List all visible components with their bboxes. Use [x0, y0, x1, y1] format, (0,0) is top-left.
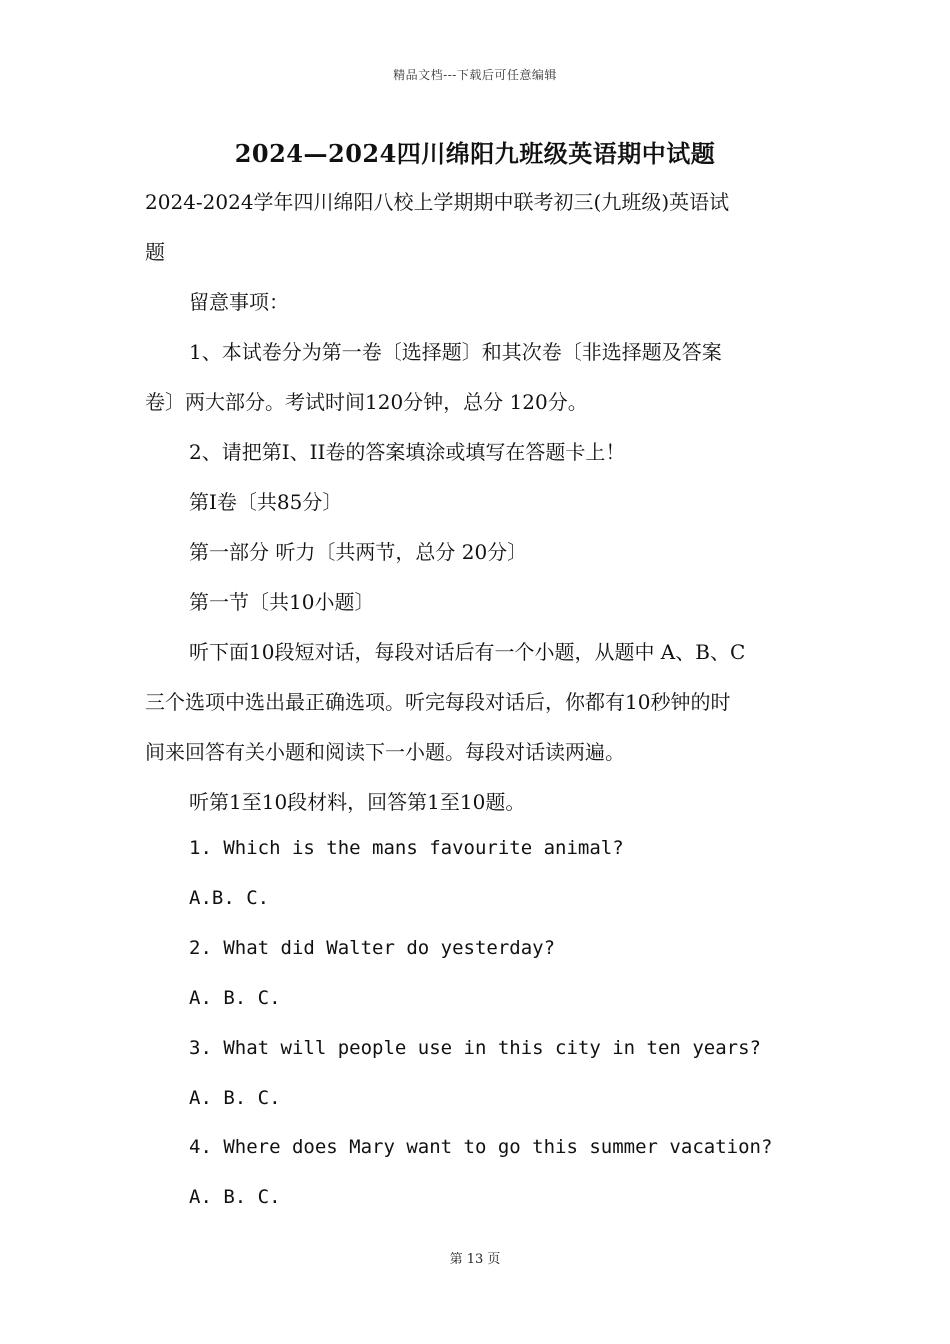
subtitle-line-2: 题 [145, 240, 165, 264]
volume-heading: 第Ⅰ卷〔共85分〕 [189, 490, 343, 514]
part-heading: 第一部分 听力〔共两节，总分 20分〕 [189, 540, 528, 564]
question-2: 2. What did Walter do yesterday? [189, 937, 556, 959]
page-title: 2024—2024四川绵阳九班级英语期中试题 [234, 139, 716, 168]
notice-heading: 留意事项： [189, 290, 289, 314]
question-2-options: A. B. C. [189, 987, 281, 1009]
instruction-line-3: 间来回答有关小题和阅读下一小题。每段对话读两遍。 [145, 740, 625, 764]
notice-1-line-1: 1、本试卷分为第一卷〔选择题〕和其次卷〔非选择题及答案 [189, 340, 722, 364]
instruction-line-1: 听下面10段短对话，每段对话后有一个小题，从题中 A、B、C [189, 640, 746, 664]
header-note: 精品文档---下载后可任意编辑 [393, 68, 557, 82]
notice-2: 2、请把第Ⅰ、II卷的答案填涂或填写在答题卡上！ [189, 440, 626, 464]
subtitle-line-1: 2024-2024学年四川绵阳八校上学期期中联考初三(九班级)英语试 [145, 190, 730, 214]
materials-instruction: 听第1至10段材料，回答第1至10题。 [189, 790, 526, 814]
question-4-options: A. B. C. [189, 1186, 281, 1208]
notice-1-line-2: 卷〕两大部分。考试时间120分钟，总分 120分。 [145, 390, 588, 414]
instruction-line-2: 三个选项中选出最正确选项。听完每段对话后，你都有10秒钟的时 [145, 690, 731, 714]
question-1: 1. Which is the mans favourite animal? [189, 837, 624, 859]
question-3-options: A. B. C. [189, 1087, 281, 1109]
question-1-options: A.B. C. [189, 887, 270, 909]
question-3: 3. What will people use in this city in ten years? [189, 1037, 761, 1059]
page-number: 第 13 页 [449, 1252, 501, 1267]
section-heading: 第一节〔共10小题〕 [189, 590, 375, 614]
question-4: 4. Where does Mary want to go this summer vacation? [189, 1136, 773, 1158]
